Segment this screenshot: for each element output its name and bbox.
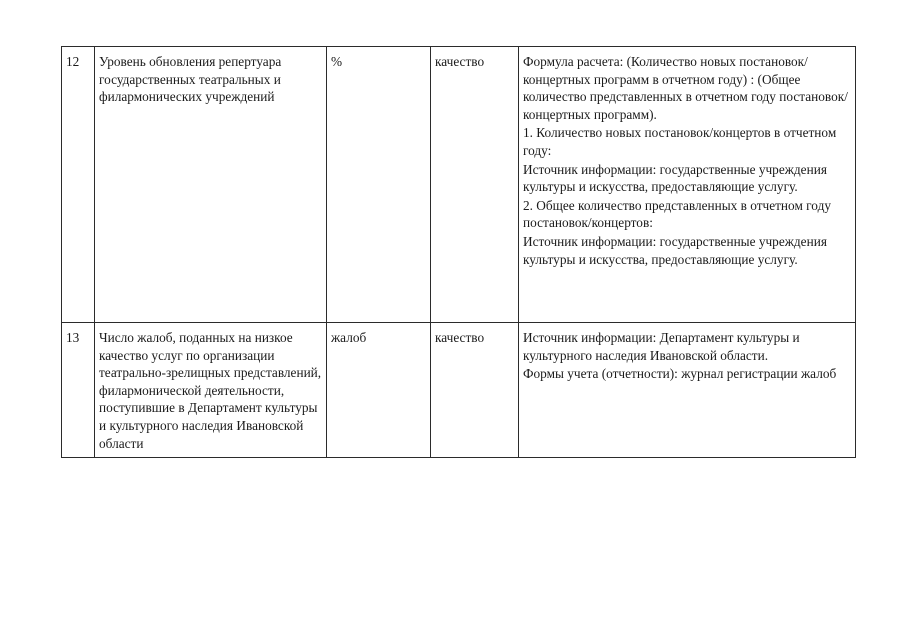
unit-of-measure: % — [331, 54, 343, 69]
row-number: 13 — [66, 330, 80, 345]
unit-cell — [327, 323, 431, 458]
indicator-name: Уровень обновления репертуара государственных театральных и филармонических учреждений — [99, 54, 282, 105]
indicator-name: Число жалоб, поданных на низкое качество услуг по организации театрально-зрелищных представлений, филармонической деятельности, поступившие в Департамент культуры и культурного наследия Ивановской области — [99, 330, 322, 451]
indicators-table — [61, 46, 856, 458]
description-paragraph: Источник информации: Департамент культуры и культурного наследия Ивановской области. — [523, 330, 800, 363]
row-number-cell — [62, 47, 95, 323]
description-cell — [519, 47, 856, 323]
indicator-type: качество — [435, 54, 485, 69]
description-paragraph: Формы учета (отчетности): журнал регистрации жалоб — [523, 366, 837, 382]
type-cell — [431, 323, 519, 458]
description-paragraph: 1. Количество новых постановок/концертов в отчетном году: — [523, 125, 837, 158]
indicator-name-cell — [95, 47, 327, 323]
table-row — [62, 47, 856, 323]
type-cell — [431, 47, 519, 323]
description-cell — [519, 323, 856, 458]
indicator-type: качество — [435, 330, 485, 345]
description-paragraph: Формула расчета: (Количество новых постановок/концертных программ в отчетном году) : (Общее количество представленных в отчетном году постановок/концертных программ). — [523, 54, 848, 122]
description-paragraph: Источник информации: государственные учреждения культуры и искусства, предоставляющие услугу. — [523, 233, 827, 267]
table-row — [62, 323, 856, 458]
indicator-name-cell — [95, 323, 327, 458]
row-number-cell — [62, 323, 95, 458]
row-number: 12 — [66, 54, 80, 69]
description-paragraph: Источник информации: государственные учреждения культуры и искусства, предоставляющие услугу. — [523, 161, 827, 195]
unit-of-measure: жалоб — [331, 330, 367, 345]
description-paragraph: 2. Общее количество представленных в отчетном году постановок/концертов: — [523, 197, 831, 231]
unit-cell — [327, 47, 431, 323]
